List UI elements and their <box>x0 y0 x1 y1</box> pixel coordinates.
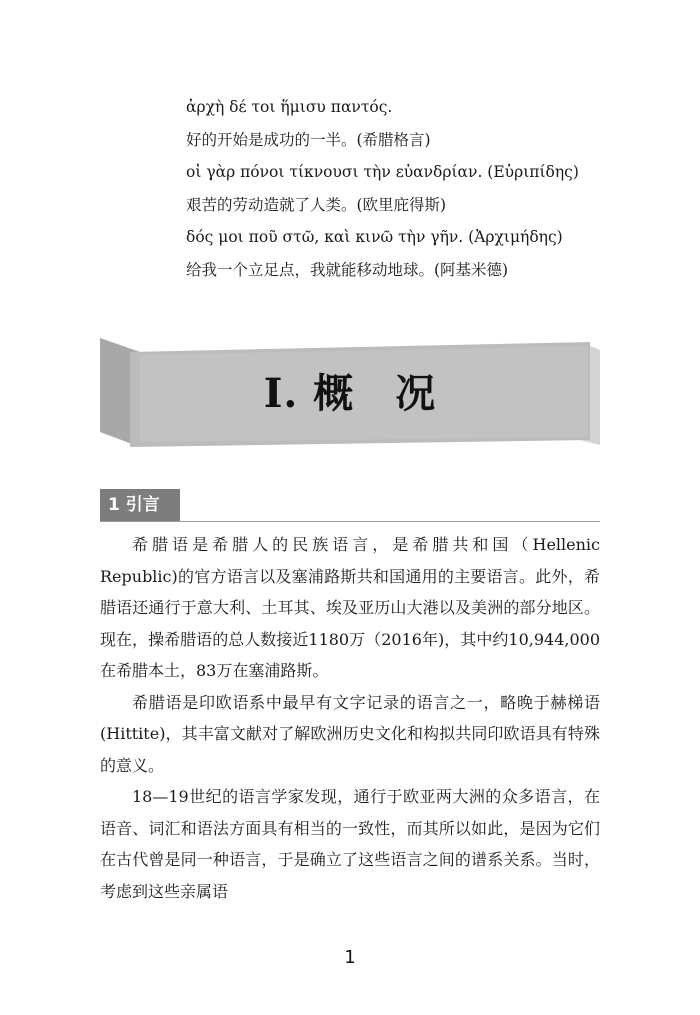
paragraph: 希腊语是印欧语系中最早有文字记录的语言之一，略晚于赫梯语 (Hittite)，其丰富文献对了解欧洲历史文化和构拟共同印欧语具有特殊的意义。 <box>100 692 600 775</box>
quote-chinese-1: 好的开始是成功的一半。(希腊格言) <box>186 130 431 149</box>
chapter-title: I. 概 况 <box>263 370 437 417</box>
epigraph-quotes <box>186 98 606 293</box>
quote-greek-2: οἱ γὰρ πόνοι τίκνουσι τὴν εὐανδρίαν. (Εὐριπίδης) <box>186 163 579 181</box>
body-text <box>100 529 600 907</box>
section-divider <box>100 521 600 522</box>
quote-chinese-2: 艰苦的劳动造就了人类。(欧里庇得斯) <box>186 195 447 214</box>
paragraph: 18—19世纪的语言学家发现，通行于欧亚两大洲的众多语言，在语音、词汇和语法方面具有相当的一致性，而其所以如此，是因为它们在古代曾是同一种语言，于是确立了这些语言之间的谱系关系。当时，考虑到这些亲属语 <box>100 787 600 901</box>
quote-chinese-3: 给我一个立足点，我就能移动地球。(阿基米德) <box>186 260 509 279</box>
page-number: 1 <box>344 947 356 968</box>
quote-greek-3: δός μοι ποῦ στῶ, καὶ κινῶ τὴν γῆν. (Ἀρχιμήδης) <box>186 228 563 246</box>
chapter-banner <box>0 300 700 460</box>
paragraph: 希腊语是希腊人的民族语言，是希腊共和国（Hellenic Republic)的官方语言以及塞浦路斯共和国通用的主要语言。此外，希腊语还通行于意大利、土耳其、埃及亚历山大港以及美洲的部分地区。现在，操希腊语的总人数接近1180万（2016年)，其中约10,944,000在希腊本土，83万在塞浦路斯。 <box>100 535 600 680</box>
section-heading: 1 引言 <box>100 489 180 522</box>
quote-greek-1: ἀρχὴ δέ τοι ἥμισυ παντός. <box>186 98 393 116</box>
